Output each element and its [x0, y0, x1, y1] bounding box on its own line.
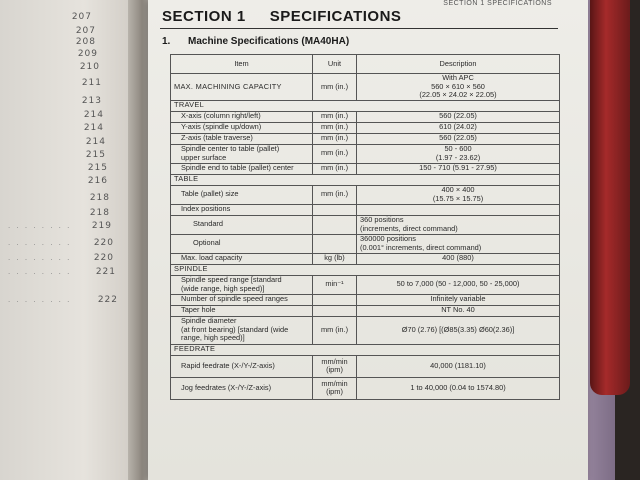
- title-rule: [160, 28, 558, 29]
- unit-cell: mm/min (ipm): [313, 355, 357, 377]
- item-cell: Y-axis (spindle up/down): [171, 122, 313, 133]
- table-row: [171, 316, 560, 344]
- table-row: [171, 111, 560, 122]
- unit-cell: mm/min (ipm): [313, 377, 357, 399]
- description-cell: 40,000 (1181.10): [357, 355, 560, 377]
- toc-page-number: 210: [79, 62, 100, 72]
- page-running-header: SECTION 1 SPECIFICATIONS: [443, 0, 552, 7]
- toc-page-number: 219: [91, 221, 112, 231]
- item-cell: X-axis (column right/left): [171, 111, 313, 122]
- description-cell: Ø70 (2.76) [(Ø85(3.35) Ø60(2.36)]: [357, 316, 560, 344]
- subsection-number: 1.: [162, 36, 171, 47]
- toc-leader-dots: . . . . . . . .: [8, 238, 72, 247]
- red-rod: [590, 0, 630, 395]
- unit-cell: mm (in.): [313, 111, 357, 122]
- item-cell: Table (pallet) size: [171, 185, 313, 204]
- unit-cell: mm (in.): [313, 133, 357, 144]
- table-header-row: [171, 55, 560, 74]
- description-cell: 560 (22.05): [357, 133, 560, 144]
- toc-page-number: 218: [89, 193, 110, 203]
- toc-page-number: 213: [81, 96, 102, 106]
- toc-leader-dots: . . . . . . . .: [8, 267, 72, 276]
- toc-page-number: 209: [77, 49, 98, 59]
- item-cell: Optional: [171, 234, 313, 253]
- unit-cell: mm (in.): [313, 316, 357, 344]
- description-cell: 400 (880): [357, 253, 560, 264]
- unit-cell: [313, 234, 357, 253]
- toc-page-number: 214: [83, 123, 104, 133]
- table-row: [171, 215, 560, 234]
- table-row: [171, 122, 560, 133]
- item-cell: Spindle center to table (pallet) upper surface: [171, 144, 313, 163]
- table-row: [171, 377, 560, 399]
- description-cell: With APC 560 × 610 × 560 (22.05 × 24.02 × 22.05): [357, 74, 560, 101]
- toc-page-number: 216: [87, 176, 108, 186]
- item-cell: Max. load capacity: [171, 253, 313, 264]
- description-cell: Infinitely variable: [357, 294, 560, 305]
- section-label: SECTION 1: [162, 8, 246, 25]
- item-cell: Rapid feedrate (X-/Y-/Z-axis): [171, 355, 313, 377]
- unit-cell: min⁻¹: [313, 275, 357, 294]
- unit-cell: mm (in.): [313, 74, 357, 101]
- left-page: [0, 0, 140, 480]
- item-cell: Spindle end to table (pallet) center: [171, 163, 313, 174]
- table-row: [171, 264, 560, 275]
- section-name: SPECIFICATIONS: [269, 8, 402, 25]
- toc-page-number: 218: [89, 208, 110, 218]
- toc-page-number: 220: [93, 238, 114, 248]
- table-row: [171, 275, 560, 294]
- category-cell: FEEDRATE: [171, 344, 560, 355]
- description-cell: 400 × 400 (15.75 × 15.75): [357, 185, 560, 204]
- toc-page-number: 215: [85, 150, 106, 160]
- toc-page-number: 222: [97, 295, 118, 305]
- section-title: [162, 8, 401, 25]
- table-row: [171, 185, 560, 204]
- table-row: [171, 74, 560, 101]
- toc-leader-dots: . . . . . . . .: [8, 253, 72, 262]
- specification-page: [148, 0, 588, 480]
- item-cell: Spindle speed range [standard (wide range, high speed)]: [171, 275, 313, 294]
- description-cell: 1 to 40,000 (0.04 to 1574.80): [357, 377, 560, 399]
- description-cell: NT No. 40: [357, 305, 560, 316]
- subsection-title: Machine Specifications (MA40HA): [188, 36, 350, 47]
- table-row: [171, 163, 560, 174]
- table-row: [171, 234, 560, 253]
- toc-leader-dots: . . . . . . . .: [8, 221, 72, 230]
- toc-page-number: 214: [83, 110, 104, 120]
- description-cell: [357, 204, 560, 215]
- item-cell: MAX. MACHINING CAPACITY: [171, 74, 313, 101]
- toc-page-number: 207: [71, 12, 92, 22]
- table-row: [171, 100, 560, 111]
- item-cell: Number of spindle speed ranges: [171, 294, 313, 305]
- description-cell: 50 to 7,000 (50 - 12,000, 50 - 25,000): [357, 275, 560, 294]
- toc-leader-dots: . . . . . . . .: [8, 295, 72, 304]
- toc-page-number: 211: [81, 78, 102, 88]
- unit-cell: [313, 294, 357, 305]
- table-row: [171, 355, 560, 377]
- item-cell: Z-axis (table traverse): [171, 133, 313, 144]
- unit-cell: mm (in.): [313, 185, 357, 204]
- header-item: Item: [171, 55, 313, 74]
- unit-cell: kg (lb): [313, 253, 357, 264]
- subsection-heading: [162, 36, 349, 47]
- unit-cell: mm (in.): [313, 122, 357, 133]
- toc-page-number: 221: [95, 267, 116, 277]
- description-cell: 560 (22.05): [357, 111, 560, 122]
- category-cell: SPINDLE: [171, 264, 560, 275]
- spec-table: [170, 54, 560, 400]
- category-cell: TRAVEL: [171, 100, 560, 111]
- item-cell: Spindle diameter (at front bearing) [standard (wide range, high speed)]: [171, 316, 313, 344]
- description-cell: 610 (24.02): [357, 122, 560, 133]
- unit-cell: [313, 204, 357, 215]
- toc-page-number: 208: [75, 37, 96, 47]
- toc-page-number: 220: [93, 253, 114, 263]
- unit-cell: [313, 305, 357, 316]
- table-row: [171, 253, 560, 264]
- table-row: [171, 174, 560, 185]
- unit-cell: mm (in.): [313, 163, 357, 174]
- table-row: [171, 204, 560, 215]
- header-unit: Unit: [313, 55, 357, 74]
- item-cell: Standard: [171, 215, 313, 234]
- table-row: [171, 344, 560, 355]
- header-description: Description: [357, 55, 560, 74]
- unit-cell: mm (in.): [313, 144, 357, 163]
- table-row: [171, 144, 560, 163]
- toc-page-number: 215: [87, 163, 108, 173]
- category-cell: TABLE: [171, 174, 560, 185]
- description-cell: 360 positions (increments, direct command): [357, 215, 560, 234]
- table-row: [171, 305, 560, 316]
- item-cell: Taper hole: [171, 305, 313, 316]
- unit-cell: [313, 215, 357, 234]
- toc-page-number: 207: [75, 26, 96, 36]
- table-row: [171, 294, 560, 305]
- item-cell: Index positions: [171, 204, 313, 215]
- description-cell: 360000 positions (0.001° increments, direct command): [357, 234, 560, 253]
- description-cell: 150 - 710 (5.91 - 27.95): [357, 163, 560, 174]
- description-cell: 50 - 600 (1.97 - 23.62): [357, 144, 560, 163]
- table-row: [171, 133, 560, 144]
- toc-page-number: 214: [85, 137, 106, 147]
- item-cell: Jog feedrates (X-/Y-/Z-axis): [171, 377, 313, 399]
